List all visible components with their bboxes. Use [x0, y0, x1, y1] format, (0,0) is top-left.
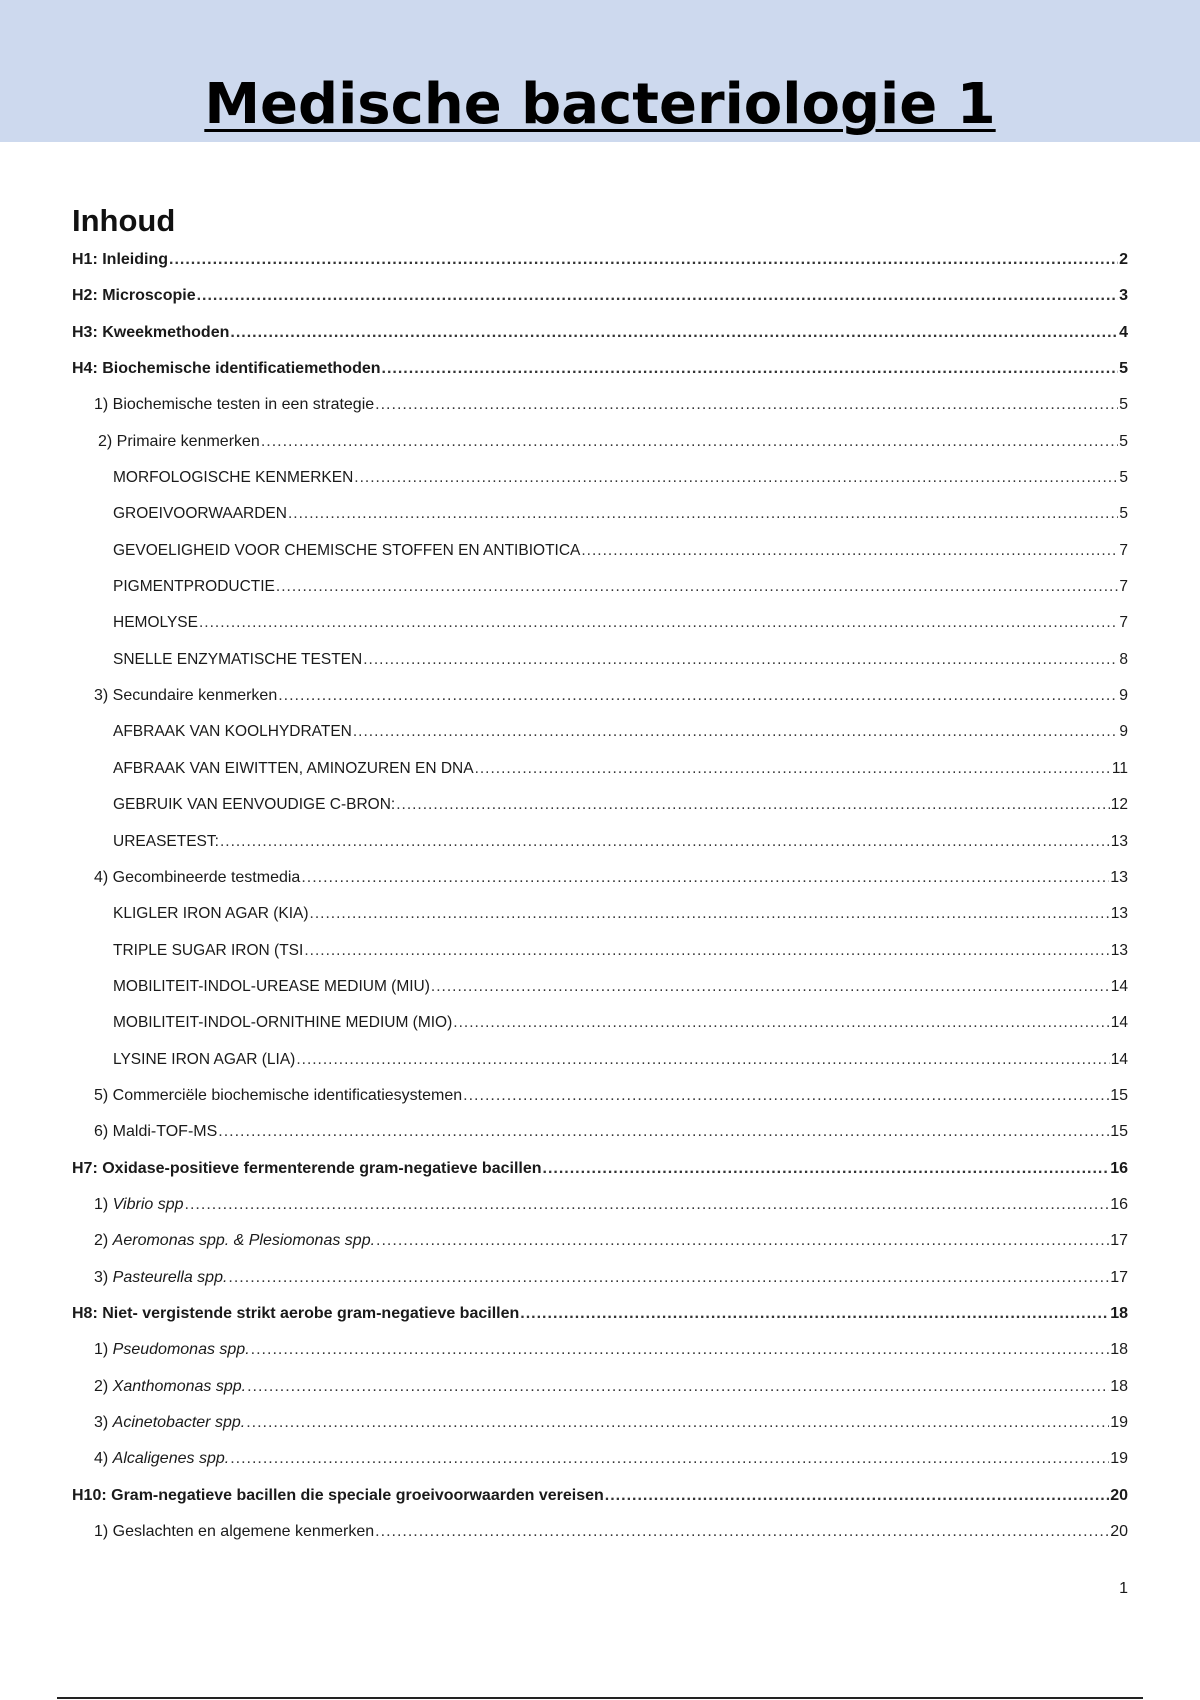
toc-entry-text: PIGMENTPRODUCTIE — [113, 578, 275, 596]
toc-entry[interactable] — [72, 287, 1128, 323]
toc-entry-page: 14 — [1110, 977, 1128, 995]
toc-entry-label — [94, 1087, 462, 1105]
toc-dot-leader — [247, 1378, 1109, 1396]
toc-entry[interactable] — [72, 396, 1128, 432]
toc-entry-text: Pseudomonas spp. — [112, 1341, 250, 1359]
toc-entry-label — [72, 1305, 519, 1323]
toc-entry-page: 9 — [1119, 723, 1128, 741]
toc-entry-label — [72, 360, 381, 378]
toc-entry-text: H4: Biochemische identificatiemethoden — [72, 360, 381, 378]
toc-entry-number: 3) — [94, 1268, 113, 1286]
toc-entry-label — [94, 396, 374, 414]
toc-entry-label — [113, 796, 395, 814]
toc-dot-leader — [169, 251, 1118, 269]
toc-entry-label — [113, 833, 219, 851]
toc-entry-text: H7: Oxidase-positieve fermenterende gram-negatieve bacillen — [72, 1159, 542, 1177]
toc-entry-text: H2: Microscopie — [72, 287, 196, 305]
toc-entry[interactable] — [72, 1487, 1128, 1523]
toc-entry-text: SNELLE ENZYMATISCHE TESTEN — [113, 650, 363, 668]
toc-entry-text: Gecombineerde testmedia — [112, 868, 301, 886]
toc-dot-leader — [185, 1196, 1110, 1214]
toc-entry-page: 14 — [1110, 1050, 1128, 1068]
toc-dot-leader — [261, 433, 1118, 451]
toc-entry-page: 5 — [1119, 360, 1128, 378]
toc-entry-text: Geslachten en algemene kenmerken — [112, 1523, 375, 1541]
toc-entry-number: 3) — [94, 687, 113, 705]
toc-entry-page: 18 — [1110, 1304, 1128, 1322]
toc-dot-leader — [382, 360, 1119, 378]
toc-entry[interactable] — [72, 978, 1128, 1014]
toc-entry-label — [94, 1414, 245, 1432]
toc-entry-label — [113, 578, 275, 596]
toc-entry-text: MORFOLOGISCHE KENMERKEN — [113, 469, 354, 487]
toc-dot-leader — [218, 1123, 1109, 1141]
toc-entry-number: 4) — [94, 868, 113, 886]
toc-entry-text: AFBRAAK VAN KOOLHYDRATEN — [113, 723, 352, 741]
toc-entry-label — [113, 614, 198, 632]
toc-dot-leader — [301, 869, 1109, 887]
toc-entry-label — [113, 1014, 452, 1032]
toc-entry-page: 3 — [1119, 287, 1128, 305]
toc-entry[interactable] — [72, 1450, 1128, 1486]
toc-entry-text: KLIGLER IRON AGAR (KIA) — [113, 905, 309, 923]
toc-entry[interactable] — [72, 1051, 1128, 1087]
toc-dot-leader — [543, 1160, 1110, 1178]
toc-entry-label — [113, 651, 362, 669]
toc-entry-page: 12 — [1110, 796, 1128, 814]
toc-entry-label — [113, 505, 287, 523]
toc-entry-page: 15 — [1110, 1086, 1128, 1104]
toc-entry-label — [94, 869, 300, 887]
toc-entry-text: Xanthomonas spp. — [112, 1377, 247, 1395]
toc-entry-page: 15 — [1110, 1123, 1128, 1141]
toc-entry-label — [72, 324, 229, 342]
toc-dot-leader — [230, 324, 1118, 342]
toc-entry-text: Commerciële biochemische identificatiesystemen — [112, 1086, 463, 1104]
toc-entry-page: 5 — [1119, 469, 1128, 487]
toc-entry-label — [113, 760, 474, 778]
toc-entry[interactable] — [72, 723, 1128, 759]
toc-entry-page: 11 — [1111, 759, 1128, 777]
toc-entry-number: 4) — [94, 1450, 113, 1468]
toc-entry[interactable] — [72, 1269, 1128, 1305]
toc-entry-page: 18 — [1110, 1341, 1128, 1359]
toc-entry-label — [94, 1450, 229, 1468]
document-title: Medische bacteriologie 1 — [204, 72, 996, 137]
toc-entry-page: 17 — [1110, 1232, 1128, 1250]
toc-entry[interactable] — [72, 433, 1128, 469]
toc-entry-text: H3: Kweekmethoden — [72, 323, 230, 341]
toc-entry[interactable] — [72, 1123, 1128, 1159]
toc-dot-leader — [453, 1014, 1109, 1032]
toc-heading: Inhoud — [72, 203, 176, 238]
toc-entry-label — [94, 1378, 246, 1396]
toc-dot-leader — [363, 651, 1118, 669]
toc-entry-number: 2) — [94, 1232, 113, 1250]
toc-entry-number: 1) — [94, 1195, 113, 1213]
toc-entry-text: H1: Inleiding — [72, 251, 168, 268]
toc-entry-number: 1) — [94, 1523, 113, 1541]
toc-entry-text: GEVOELIGHEID VOOR CHEMISCHE STOFFEN EN ANTIBIOTICA — [113, 541, 581, 559]
toc-entry-page: 20 — [1110, 1523, 1128, 1541]
toc-entry-page: 16 — [1110, 1159, 1128, 1177]
toc-dot-leader — [251, 1341, 1110, 1359]
toc-entry-label — [94, 1232, 375, 1250]
toc-entry-page: 13 — [1110, 832, 1128, 850]
toc-entry-page: 13 — [1110, 941, 1128, 959]
toc-entry-text: Biochemische testen in een strategie — [112, 396, 375, 414]
toc-dot-leader — [304, 942, 1109, 960]
toc-entry[interactable] — [72, 687, 1128, 723]
toc-entry-text: Aeromonas spp. & Plesiomonas spp. — [112, 1232, 376, 1250]
toc-entry-page: 7 — [1119, 614, 1128, 632]
toc-entry-page: 16 — [1110, 1195, 1128, 1213]
toc-dot-leader — [353, 723, 1119, 741]
toc-entry-page: 4 — [1119, 323, 1128, 341]
toc-entry-text: Pasteurella spp. — [112, 1268, 228, 1286]
toc-entry-text: Alcaligenes spp. — [112, 1450, 230, 1468]
toc-entry-page: 18 — [1110, 1377, 1128, 1395]
toc-entry-page: 19 — [1110, 1450, 1128, 1468]
toc-entry-page: 2 — [1119, 251, 1128, 268]
toc-dot-leader — [376, 1232, 1109, 1250]
toc-entry-page: 19 — [1110, 1414, 1128, 1431]
toc-entry-label — [94, 687, 277, 705]
toc-dot-leader — [288, 505, 1118, 523]
toc-entry-page: 7 — [1119, 578, 1128, 596]
toc-entry-text: LYSINE IRON AGAR (LIA) — [113, 1050, 296, 1068]
toc-dot-leader — [605, 1487, 1109, 1505]
toc-entry-label — [94, 1269, 227, 1287]
toc-dot-leader — [354, 469, 1118, 487]
toc-entry[interactable] — [72, 1232, 1128, 1268]
toc-entry-text: TRIPLE SUGAR IRON (TSI — [113, 941, 304, 959]
toc-entry[interactable] — [72, 942, 1128, 978]
toc-entry-text: Vibrio spp — [112, 1195, 184, 1213]
toc-entry-page: 5 — [1119, 396, 1128, 414]
toc-entry[interactable] — [72, 614, 1128, 650]
toc-entry-page: 8 — [1119, 650, 1128, 668]
toc-entry[interactable] — [72, 796, 1128, 832]
toc-dot-leader — [220, 833, 1110, 851]
toc-entry-label — [113, 542, 580, 560]
toc-entry-label — [98, 433, 260, 451]
toc-entry-page: 5 — [1119, 505, 1128, 523]
toc-entry[interactable] — [72, 1160, 1128, 1196]
toc-dot-leader — [296, 1051, 1109, 1069]
toc-entry-text: AFBRAAK VAN EIWITTEN, AMINOZUREN EN DNA — [113, 759, 474, 777]
toc-dot-leader — [310, 905, 1110, 923]
toc-entry[interactable] — [72, 578, 1128, 614]
toc-entry-number: 2) — [94, 1377, 113, 1395]
toc-dot-leader — [463, 1087, 1109, 1105]
toc-dot-leader — [396, 796, 1110, 814]
toc-entry[interactable] — [72, 469, 1128, 505]
toc-entry-label — [94, 1523, 374, 1541]
toc-dot-leader — [199, 614, 1118, 632]
toc-entry-page: 13 — [1110, 905, 1128, 923]
toc-entry-page: 17 — [1110, 1268, 1128, 1286]
toc-entry-label — [113, 942, 303, 960]
toc-entry-label — [94, 1341, 250, 1359]
toc-dot-leader — [228, 1269, 1109, 1287]
toc-dot-leader — [230, 1450, 1109, 1468]
toc-entry-text: Acinetobacter spp. — [112, 1414, 246, 1431]
toc-entry-text: H8: Niet- vergistende strikt aerobe gram-negatieve bacillen — [72, 1304, 520, 1322]
toc-entry-text: MOBILITEIT-INDOL-UREASE MEDIUM (MIU) — [113, 977, 430, 995]
toc-dot-leader — [197, 287, 1119, 305]
toc-entry-label — [72, 1487, 604, 1505]
toc-entry-number: 1) — [94, 396, 113, 414]
toc-entry-text: GEBRUIK VAN EENVOUDIGE C-BRON: — [113, 796, 396, 814]
toc-entry-page: 20 — [1110, 1486, 1128, 1504]
toc-entry[interactable] — [72, 360, 1128, 396]
toc-dot-leader — [581, 542, 1118, 560]
toc-entry[interactable] — [72, 251, 1128, 287]
toc-entry-text: Primaire kenmerken — [116, 432, 260, 450]
toc-entry-text: H10: Gram-negatieve bacillen die speciale groeivoorwaarden vereisen — [72, 1486, 604, 1504]
toc-entry[interactable] — [72, 869, 1128, 905]
toc-entry[interactable] — [72, 1414, 1128, 1450]
toc-entry-number: 3) — [94, 1414, 113, 1431]
toc-entry-text: HEMOLYSE — [113, 614, 198, 632]
toc-dot-leader — [278, 687, 1118, 705]
toc-entry[interactable] — [72, 505, 1128, 541]
toc-entry-number: 2) — [98, 432, 117, 450]
toc-entry-text: Secundaire kenmerken — [112, 687, 278, 705]
toc-entry-page: 7 — [1119, 541, 1128, 559]
toc-dot-leader — [246, 1414, 1109, 1432]
toc-entry[interactable] — [72, 1378, 1128, 1414]
toc-entry-page: 5 — [1119, 432, 1128, 450]
toc-dot-leader — [520, 1305, 1109, 1323]
toc-entry[interactable] — [72, 833, 1128, 869]
toc-entry-label — [94, 1123, 217, 1141]
toc-entry[interactable] — [72, 1341, 1128, 1377]
toc-entry-label — [113, 723, 352, 741]
toc-entry-label — [72, 287, 196, 305]
toc-entry[interactable] — [72, 1305, 1128, 1341]
toc-entry[interactable] — [72, 760, 1128, 796]
toc-entry-text: GROEIVOORWAARDEN — [113, 505, 287, 523]
page-number: 1 — [1119, 1580, 1128, 1597]
toc-dot-leader — [431, 978, 1110, 996]
toc-entry[interactable] — [72, 905, 1128, 941]
toc-entry-number: 6) — [94, 1123, 113, 1141]
toc-entry-label — [72, 1160, 542, 1178]
toc-entry-text: MOBILITEIT-INDOL-ORNITHINE MEDIUM (MIO) — [113, 1014, 453, 1032]
toc-dot-leader — [475, 760, 1111, 778]
toc-entry[interactable] — [72, 1087, 1128, 1123]
toc-entry[interactable] — [72, 651, 1128, 687]
toc-entry-label — [94, 1196, 184, 1214]
toc-entry-number: 1) — [94, 1341, 113, 1359]
toc-entry-text: UREASETEST: — [113, 832, 219, 850]
toc-entry[interactable] — [72, 1014, 1128, 1050]
toc-entry[interactable] — [72, 1196, 1128, 1232]
toc-entry[interactable] — [72, 324, 1128, 360]
toc-entry-label — [72, 251, 168, 269]
toc-entry-label — [113, 469, 353, 487]
toc-entry[interactable] — [72, 1523, 1128, 1559]
footer-divider — [57, 1697, 1143, 1699]
toc-dot-leader — [375, 396, 1118, 414]
toc-entry-label — [113, 905, 309, 923]
toc-dot-leader — [276, 578, 1118, 596]
toc-entry-number: 5) — [94, 1086, 113, 1104]
toc-entry-label — [113, 978, 430, 996]
toc-entry-text: Maldi-TOF-MS — [112, 1123, 218, 1141]
toc-entry-page: 13 — [1110, 868, 1128, 886]
toc-entry-page: 14 — [1110, 1014, 1128, 1032]
toc-entry[interactable] — [72, 542, 1128, 578]
toc-entry-label — [113, 1051, 295, 1069]
toc-entry-page: 9 — [1119, 687, 1128, 705]
toc-dot-leader — [375, 1523, 1109, 1541]
table-of-contents — [72, 251, 1128, 1559]
